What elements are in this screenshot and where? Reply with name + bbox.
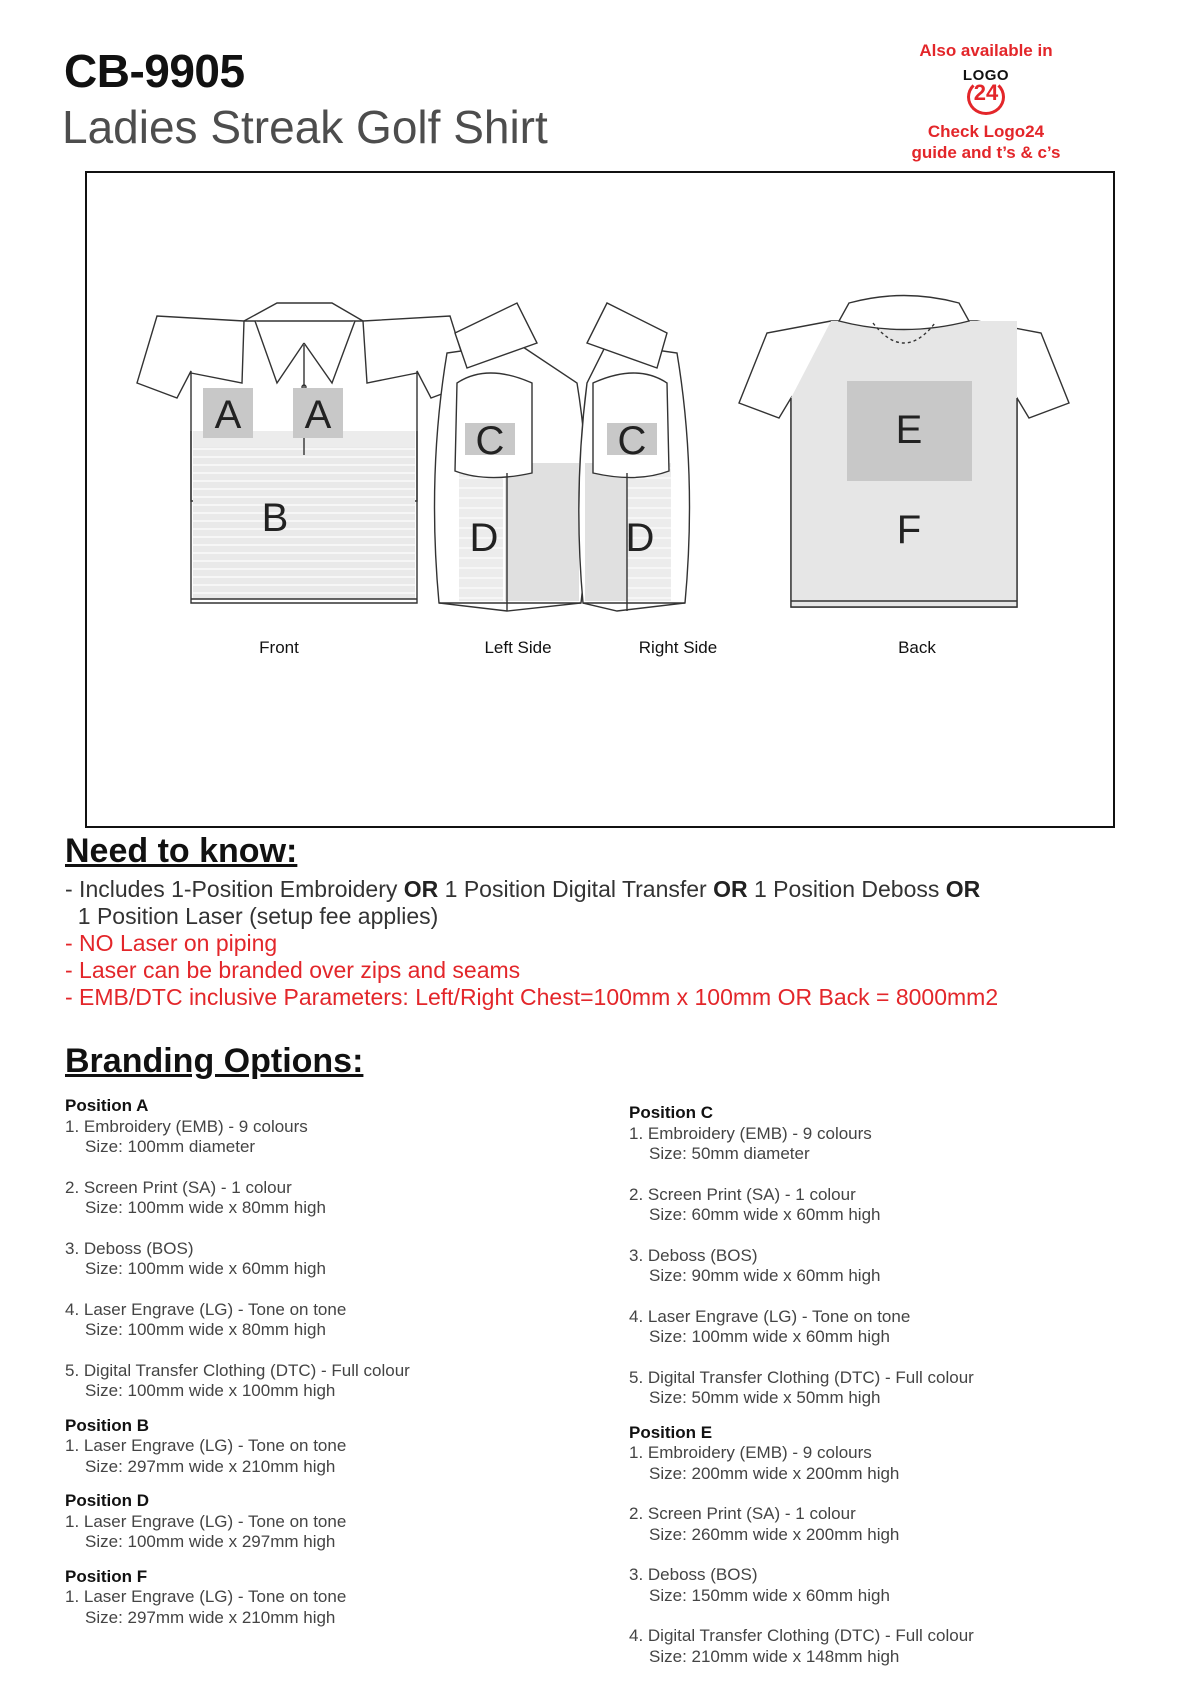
position-heading: Position E: [629, 1422, 713, 1442]
branding-method: 1. Laser Engrave (LG) - Tone on tone: [65, 1436, 347, 1455]
branding-option: [65, 1239, 410, 1280]
branding-method: 2. Screen Print (SA) - 1 colour: [629, 1184, 856, 1204]
need-line-3: - NO Laser on piping: [65, 930, 278, 956]
branding-option: [629, 1368, 974, 1409]
logo24-top-text: Also available in: [919, 41, 1053, 60]
branding-option: [65, 1436, 410, 1477]
branding-option: [629, 1124, 974, 1165]
position-block: [65, 1096, 410, 1402]
branding-option: [65, 1178, 410, 1219]
need-line-1-part: 1 Position Digital Transfer: [438, 876, 714, 902]
view-label-left-side: Left Side: [484, 638, 552, 657]
branding-method: 1. Embroidery (EMB) - 9 colours: [65, 1116, 308, 1136]
branding-size: Size: 90mm wide x 60mm high: [649, 1266, 881, 1285]
zone-label-a-right: A: [304, 393, 332, 437]
garment-diagram: [85, 171, 1115, 828]
branding-size: Size: 50mm diameter: [649, 1144, 810, 1163]
branding-method: 3. Deboss (BOS): [629, 1565, 758, 1584]
branding-method: 5. Digital Transfer Clothing (DTC) - Full colour: [629, 1367, 974, 1387]
zone-label-d-left: D: [469, 516, 499, 560]
branding-size: Size: 100mm wide x 60mm high: [85, 1259, 326, 1278]
branding-option: [629, 1185, 974, 1226]
garment-illustration: [87, 173, 1112, 825]
branding-option: [629, 1443, 974, 1484]
branding-option: [629, 1626, 974, 1667]
logo24-notice: [896, 40, 1076, 163]
branding-size: Size: 100mm diameter: [85, 1137, 256, 1156]
branding-right-column: [629, 1103, 974, 1681]
view-label-back: Back: [898, 638, 936, 657]
branding-size: Size: 260mm wide x 200mm high: [649, 1524, 900, 1544]
branding-method: 1. Laser Engrave (LG) - Tone on tone: [65, 1587, 347, 1606]
branding-method: 1. Embroidery (EMB) - 9 colours: [629, 1123, 872, 1143]
branding-method: 3. Deboss (BOS): [65, 1238, 194, 1258]
branding-option: [65, 1117, 410, 1158]
branding-method: 2. Screen Print (SA) - 1 colour: [65, 1177, 292, 1197]
branding-size: Size: 210mm wide x 148mm high: [649, 1646, 900, 1666]
branding-option: [629, 1307, 974, 1348]
position-heading: Position D: [65, 1491, 150, 1510]
need-line-1-or: OR: [945, 876, 981, 902]
branding-options-heading: Branding Options:: [65, 1042, 364, 1080]
zone-label-d-right: D: [625, 516, 655, 560]
product-code: CB-9905: [64, 45, 245, 97]
branding-option: [65, 1361, 410, 1402]
logo24-line1: Check Logo24: [927, 122, 1045, 141]
branding-size: Size: 100mm wide x 60mm high: [649, 1327, 890, 1346]
branding-option: [629, 1504, 974, 1545]
need-line-1: [65, 876, 998, 903]
zone-label-b: B: [261, 496, 289, 540]
branding-size: Size: 100mm wide x 297mm high: [85, 1532, 336, 1551]
need-to-know-list: [65, 876, 998, 1011]
need-line-1-or: OR: [713, 876, 748, 902]
position-heading: Position C: [629, 1103, 714, 1122]
branding-method: 1. Laser Engrave (LG) - Tone on tone: [65, 1511, 347, 1531]
branding-method: 4. Laser Engrave (LG) - Tone on tone: [65, 1299, 347, 1319]
branding-size: Size: 50mm wide x 50mm high: [649, 1388, 881, 1407]
need-line-1-part: 1 Position Deboss: [747, 876, 946, 902]
need-line-1-or: OR: [403, 876, 439, 902]
branding-method: 3. Deboss (BOS): [629, 1245, 758, 1265]
logo24-number: 24: [973, 80, 999, 105]
need-line-5: - EMB/DTC inclusive Parameters: Left/Right Chest=100mm x 100mm OR Back = 8000mm2: [65, 984, 999, 1010]
need-to-know-heading: Need to know:: [65, 832, 298, 870]
position-block: [65, 1491, 410, 1553]
branding-option: [65, 1300, 410, 1341]
branding-option: [629, 1565, 974, 1606]
branding-option: [65, 1587, 410, 1628]
branding-size: Size: 100mm wide x 80mm high: [85, 1198, 326, 1217]
branding-method: 5. Digital Transfer Clothing (DTC) - Full colour: [65, 1360, 410, 1380]
need-line-1-part: - Includes 1-Position Embroidery: [65, 876, 404, 902]
position-block: [629, 1103, 974, 1409]
view-label-right-side: Right Side: [638, 638, 718, 657]
branding-size: Size: 297mm wide x 210mm high: [85, 1607, 336, 1627]
branding-left-column: [65, 1096, 410, 1642]
branding-size: Size: 200mm wide x 200mm high: [649, 1463, 900, 1483]
logo24-line2: guide and t’s & c’s: [911, 143, 1061, 162]
position-block: [629, 1423, 974, 1668]
branding-size: Size: 297mm wide x 210mm high: [85, 1456, 336, 1476]
zone-label-f: F: [896, 508, 922, 552]
branding-method: 2. Screen Print (SA) - 1 colour: [629, 1504, 856, 1523]
position-heading: Position A: [65, 1096, 149, 1115]
zone-label-a-left: A: [214, 393, 242, 437]
branding-option: [65, 1512, 410, 1553]
position-heading: Position B: [65, 1415, 150, 1435]
branding-size: Size: 100mm wide x 80mm high: [85, 1320, 326, 1339]
need-line-4: - Laser can be branded over zips and seams: [65, 957, 521, 983]
zone-label-e: E: [895, 408, 923, 452]
position-block: [65, 1416, 410, 1478]
view-label-front: Front: [259, 638, 299, 657]
branding-method: 4. Digital Transfer Clothing (DTC) - Full colour: [629, 1626, 974, 1645]
branding-size: Size: 100mm wide x 100mm high: [85, 1381, 336, 1400]
front-view: [137, 303, 471, 603]
branding-size: Size: 60mm wide x 60mm high: [649, 1205, 881, 1224]
branding-method: 1. Embroidery (EMB) - 9 colours: [629, 1443, 872, 1462]
zone-label-c-right: C: [617, 419, 647, 463]
branding-option: [629, 1246, 974, 1287]
logo24-word: LOGO: [962, 67, 1010, 84]
zone-label-c-left: C: [475, 419, 505, 463]
branding-method: 4. Laser Engrave (LG) - Tone on tone: [629, 1306, 911, 1326]
product-title: Ladies Streak Golf Shirt: [62, 101, 548, 153]
position-block: [65, 1567, 410, 1629]
logo24-logo: [956, 65, 1016, 117]
position-heading: Position F: [65, 1566, 148, 1586]
branding-size: Size: 150mm wide x 60mm high: [649, 1585, 890, 1605]
need-line-2: 1 Position Laser (setup fee applies): [65, 903, 439, 929]
